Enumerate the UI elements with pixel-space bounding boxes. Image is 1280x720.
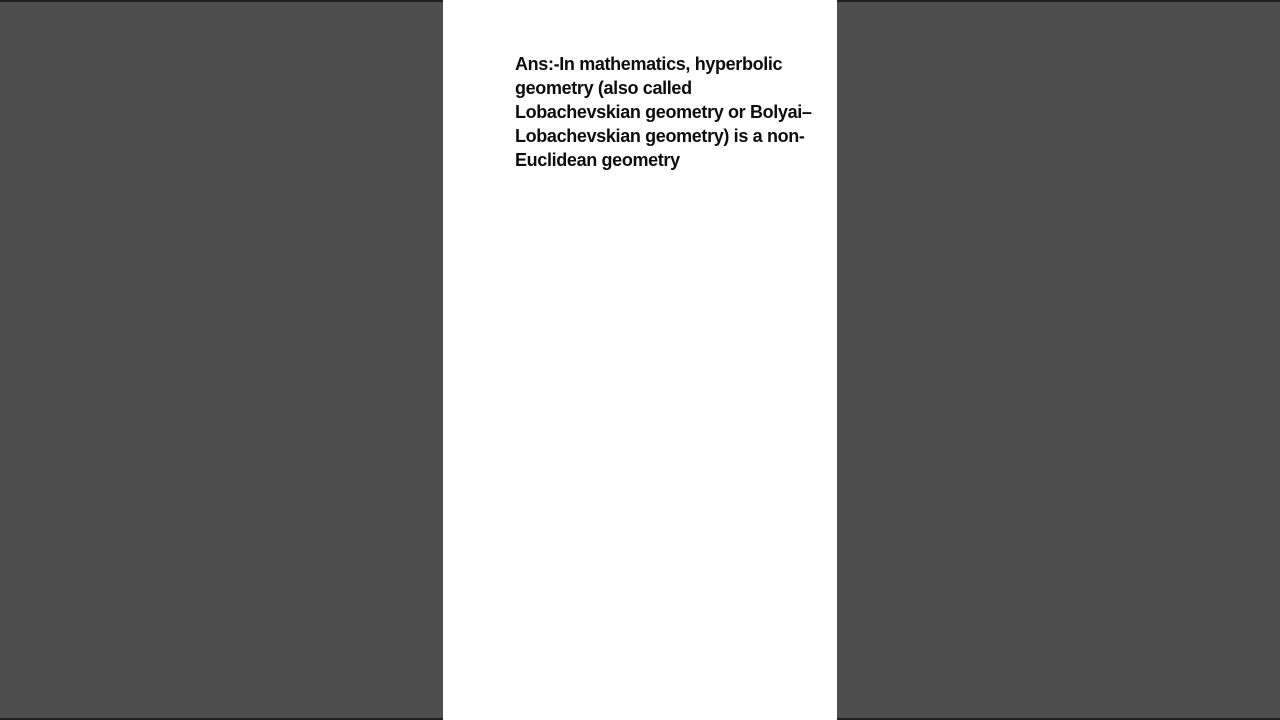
answer-line: geometry (also called [515, 78, 692, 98]
answer-line: Ans:-In mathematics, hyperbolic [515, 54, 783, 74]
answer-line: Euclidean geometry [515, 150, 680, 170]
backdrop-left [0, 0, 443, 720]
answer-line: Lobachevskian geometry) is a non- [515, 126, 805, 146]
answer-line: Lobachevskian geometry or Bolyai– [515, 102, 812, 122]
document-page [443, 0, 837, 720]
backdrop-right [837, 0, 1280, 720]
answer-paragraph [515, 52, 819, 172]
